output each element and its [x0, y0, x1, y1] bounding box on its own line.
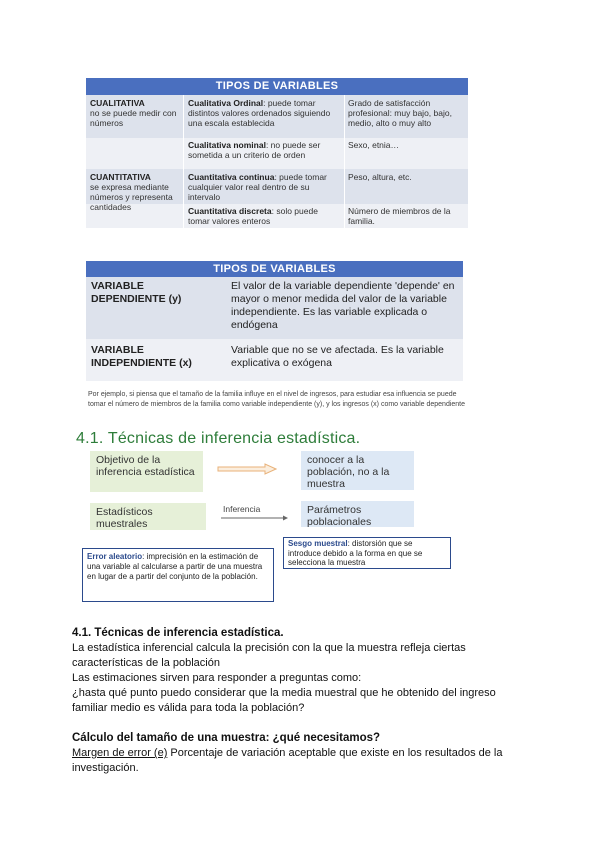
cualitativa-title: CUALITATIVA	[90, 98, 145, 108]
example-note: Por ejemplo, si piensa que el tamaño de la familia influye en el nivel de ingresos, para estudiar esa influencia se puede tomar el número de miembros de la familia como variable independiente (y), y los ingresos (x) como variable dependiente	[88, 391, 466, 408]
continua-definition	[188, 172, 342, 202]
cuantitativa-desc: se expresa mediante números y representa cantidades	[90, 182, 173, 212]
column-divider	[183, 95, 184, 228]
dependence-table	[86, 261, 463, 381]
section-title: 4.1. Técnicas de inferencia estadística.	[72, 627, 284, 639]
term: Cualitativa nominal	[188, 140, 266, 150]
dependent-label: VARIABLE DEPENDIENTE (y)	[91, 280, 182, 305]
term: Cuantitativa continua	[188, 172, 275, 182]
margin-definition: Porcentaje de variación aceptable que existe en los resultados de la investigación.	[72, 747, 503, 774]
discreta-definition	[188, 206, 342, 226]
term: Cuantitativa discreta	[188, 206, 272, 216]
definition: : no puede ser sometida a un criterio de orden	[188, 140, 321, 160]
margin-paragraph	[72, 746, 532, 776]
error-label: Error aleatorio	[87, 552, 143, 561]
conocer-text: conocer a la población, no a la muestra	[307, 454, 390, 490]
diagram-heading: 4.1. Técnicas de inferencia estadística.	[76, 430, 361, 447]
sesgo-text: : distorsión que se introduce debido a la forma en que se selecciona la muestra	[288, 539, 423, 567]
paragraph: ¿hasta qué punto puedo considerar que la media muestral que he obtenido del ingreso familiar medio es válida para toda la población?	[72, 687, 496, 714]
discreta-example: Número de miembros de la familia.	[348, 206, 451, 226]
independent-desc: Variable que no se ve afectada. Es la variable explicativa o exógena	[231, 344, 444, 369]
estadisticos-box	[90, 503, 206, 530]
sesgo-box	[283, 537, 451, 569]
definition: : puede tomar distintos valores ordenados siguiendo una escala establecida	[188, 98, 331, 128]
conocer-box	[301, 451, 414, 490]
margin-term: Margen de error (e)	[72, 747, 168, 759]
objetivo-box	[90, 451, 203, 492]
table-title: TIPOS DE VARIABLES	[86, 261, 463, 277]
continua-example: Peso, altura, etc.	[348, 172, 412, 182]
ordinal-definition	[188, 98, 342, 128]
dependent-desc: El valor de la variable dependiente 'depende' en mayor o menor medida del valor de la variable independiente. Es las variable explicada o endógena	[231, 280, 455, 331]
table-title: TIPOS DE VARIABLES	[86, 78, 468, 95]
error-text: : imprecisión en la estimación de una variable al calcularse a partir de una muestra en lugar de a partir del conjunto de la población.	[87, 552, 263, 581]
cuantitativa-cell	[90, 172, 182, 212]
definition: : puede tomar cualquier valor real dentro de su intervalo	[188, 172, 327, 202]
estadisticos-text: Estadísticos muestrales	[96, 506, 153, 530]
cualitativa-cell	[90, 98, 182, 128]
definition: : solo puede tomar valores enteros	[188, 206, 318, 226]
right-arrow-icon	[217, 463, 277, 475]
calc-title: Cálculo del tamaño de una muestra: ¿qué necesitamos?	[72, 732, 381, 744]
paragraph: Las estimaciones sirven para responder a preguntas como:	[72, 672, 362, 684]
parametros-text: Parámetros poblacionales	[307, 504, 372, 528]
variable-types-table	[86, 78, 468, 228]
independent-label: VARIABLE INDEPENDIENTE (x)	[91, 344, 192, 369]
ordinal-example: Grado de satisfacción profesional: muy bajo, bajo, medio, alto o muy alto	[348, 98, 452, 128]
inference-arrow-icon	[221, 515, 289, 521]
objetivo-text: Objetivo de la inferencia estadística	[96, 454, 195, 478]
cuantitativa-title: CUANTITATIVA	[90, 172, 151, 182]
intro-paragraphs	[72, 641, 532, 716]
nominal-example: Sexo, etnia…	[348, 140, 400, 150]
paragraph: La estadística inferencial calcula la precisión con la que la muestra refleja ciertas características de la población	[72, 642, 466, 669]
nominal-definition	[188, 140, 342, 160]
parametros-box	[301, 501, 414, 527]
error-box	[82, 548, 274, 602]
inferencia-label: Inferencia	[223, 504, 261, 514]
sesgo-label: Sesgo muestral	[288, 539, 348, 548]
cualitativa-desc: no se puede medir con números	[90, 108, 177, 128]
column-divider	[344, 95, 345, 228]
term: Cualitativa Ordinal	[188, 98, 264, 108]
